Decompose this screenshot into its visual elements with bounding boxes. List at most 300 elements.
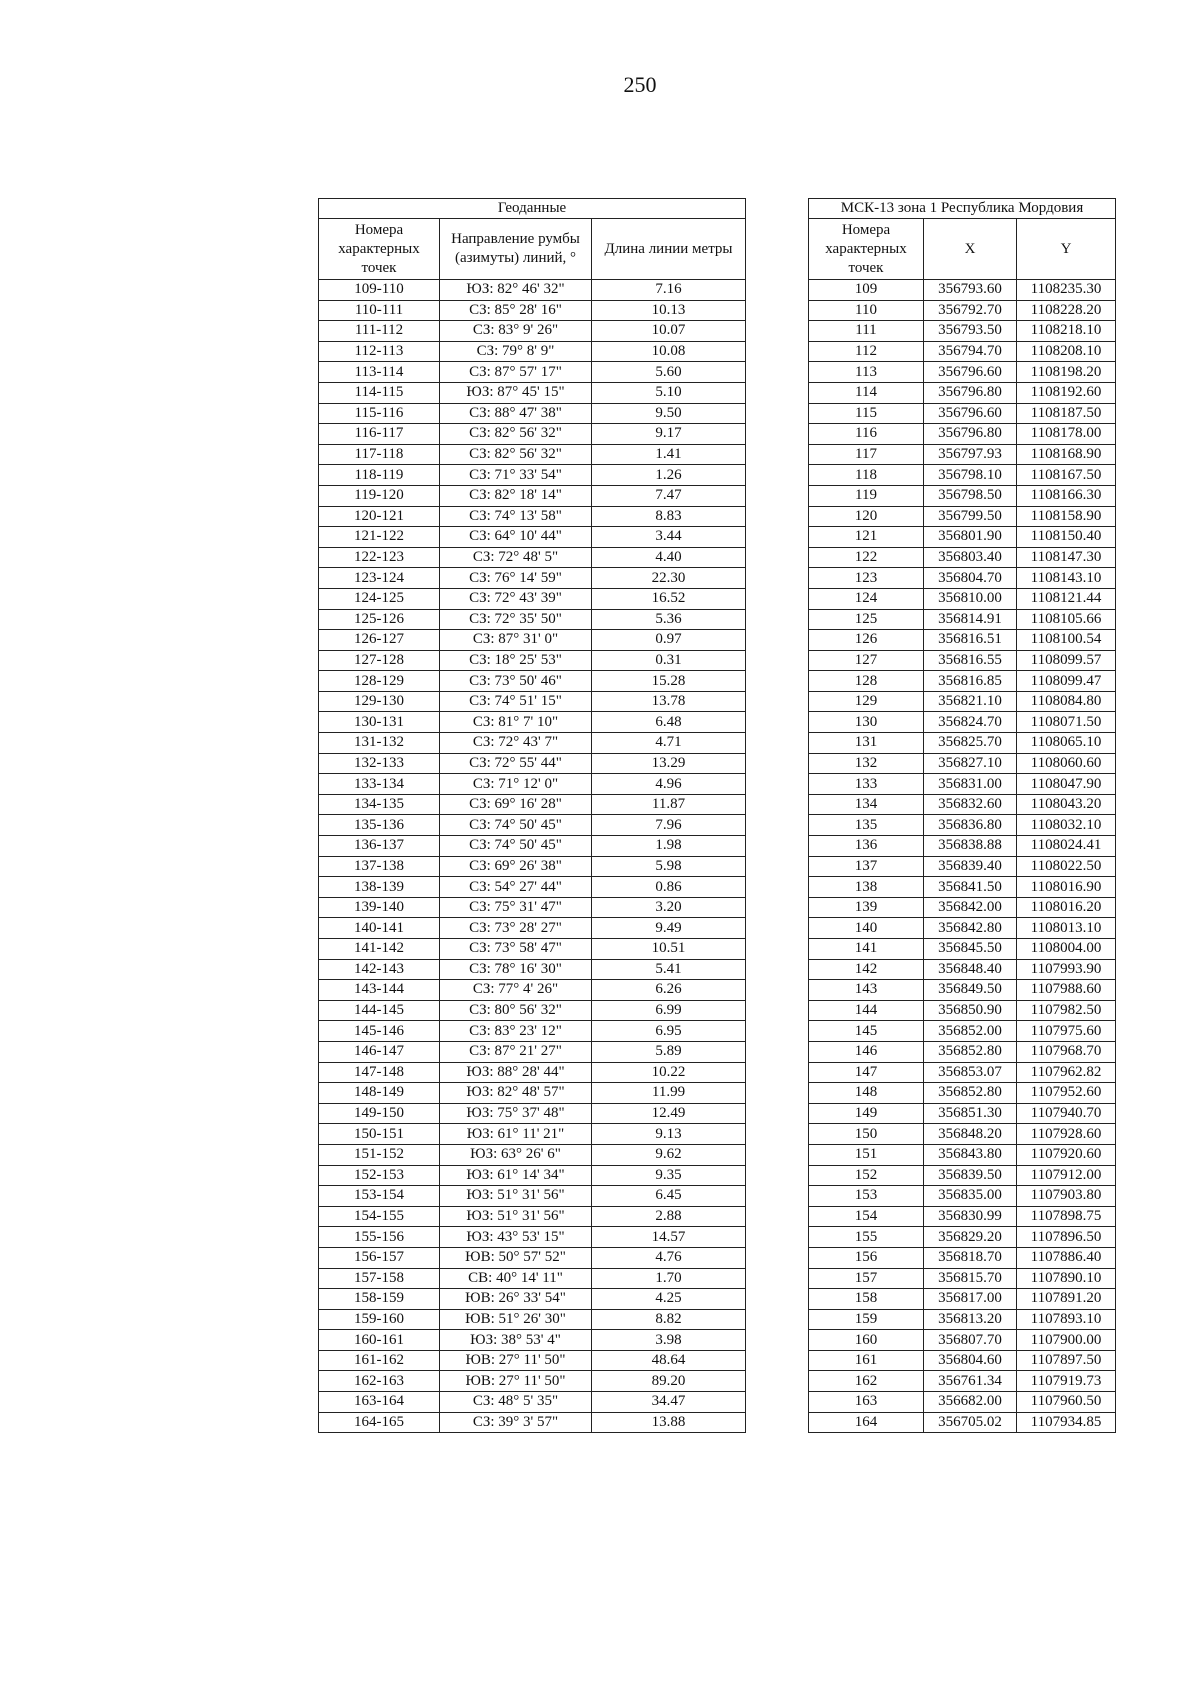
segment-cell: 155-156	[319, 1227, 440, 1248]
segment-cell: 122-123	[319, 547, 440, 568]
table-row	[319, 1103, 746, 1124]
y-coordinate-cell: 1108084.80	[1017, 691, 1116, 712]
segment-cell: 164-165	[319, 1412, 440, 1433]
table-row	[809, 1227, 1116, 1248]
segment-cell: 161-162	[319, 1350, 440, 1371]
length-cell: 3.20	[592, 897, 746, 918]
segment-cell: 149-150	[319, 1103, 440, 1124]
table-row	[319, 753, 746, 774]
table-row	[319, 1268, 746, 1289]
segment-cell: 142-143	[319, 959, 440, 980]
column-header-x: X	[924, 219, 1017, 280]
y-coordinate-cell: 1108065.10	[1017, 733, 1116, 754]
column-header-direction: Направление румбы (азимуты) линий, °	[440, 219, 592, 280]
direction-cell: СЗ: 72° 35' 50"	[440, 609, 592, 630]
table-row	[319, 609, 746, 630]
table-row	[809, 547, 1116, 568]
y-coordinate-cell: 1107975.60	[1017, 1021, 1116, 1042]
y-coordinate-cell: 1108032.10	[1017, 815, 1116, 836]
table-row	[809, 1041, 1116, 1062]
table-row	[319, 465, 746, 486]
direction-cell: СВ: 40° 14' 11"	[440, 1268, 592, 1289]
y-coordinate-cell: 1108043.20	[1017, 794, 1116, 815]
segment-cell: 156-157	[319, 1247, 440, 1268]
direction-cell: СЗ: 87° 57' 17"	[440, 362, 592, 383]
length-cell: 0.86	[592, 877, 746, 898]
length-cell: 5.98	[592, 856, 746, 877]
table-row	[319, 671, 746, 692]
table-row	[319, 527, 746, 548]
segment-cell: 128-129	[319, 671, 440, 692]
y-coordinate-cell: 1108099.47	[1017, 671, 1116, 692]
point-cell: 122	[809, 547, 924, 568]
segment-cell: 109-110	[319, 280, 440, 301]
x-coordinate-cell: 356853.07	[924, 1062, 1017, 1083]
table-row	[319, 321, 746, 342]
x-coordinate-cell: 356810.00	[924, 588, 1017, 609]
y-coordinate-cell: 1108147.30	[1017, 547, 1116, 568]
y-coordinate-cell: 1107982.50	[1017, 1000, 1116, 1021]
direction-cell: ЮЗ: 38° 53' 4"	[440, 1330, 592, 1351]
point-cell: 123	[809, 568, 924, 589]
table-row	[319, 794, 746, 815]
table-row	[809, 382, 1116, 403]
segment-cell: 127-128	[319, 650, 440, 671]
y-coordinate-cell: 1108178.00	[1017, 424, 1116, 445]
table-row	[319, 1412, 746, 1433]
length-cell: 4.25	[592, 1289, 746, 1310]
segment-cell: 113-114	[319, 362, 440, 383]
table-row	[809, 733, 1116, 754]
x-coordinate-cell: 356842.00	[924, 897, 1017, 918]
table-row	[319, 1186, 746, 1207]
y-coordinate-cell: 1108235.30	[1017, 280, 1116, 301]
y-coordinate-cell: 1108099.57	[1017, 650, 1116, 671]
y-coordinate-cell: 1108004.00	[1017, 939, 1116, 960]
y-coordinate-cell: 1108016.20	[1017, 897, 1116, 918]
y-coordinate-cell: 1107940.70	[1017, 1103, 1116, 1124]
y-coordinate-cell: 1108192.60	[1017, 382, 1116, 403]
direction-cell: СЗ: 69° 16' 28"	[440, 794, 592, 815]
table-row	[319, 403, 746, 424]
geodata-table	[318, 198, 746, 1433]
table-row	[809, 341, 1116, 362]
x-coordinate-cell: 356816.85	[924, 671, 1017, 692]
y-coordinate-cell: 1108100.54	[1017, 630, 1116, 651]
direction-cell: СЗ: 77° 4' 26"	[440, 980, 592, 1001]
length-cell: 0.97	[592, 630, 746, 651]
point-cell: 146	[809, 1041, 924, 1062]
point-cell: 111	[809, 321, 924, 342]
point-cell: 138	[809, 877, 924, 898]
y-coordinate-cell: 1107934.85	[1017, 1412, 1116, 1433]
x-coordinate-cell: 356839.50	[924, 1165, 1017, 1186]
table-row	[319, 485, 746, 506]
y-coordinate-cell: 1108166.30	[1017, 485, 1116, 506]
segment-cell: 141-142	[319, 939, 440, 960]
table-row	[319, 300, 746, 321]
column-header-line-length: Длина линии метры	[592, 219, 746, 280]
direction-cell: СЗ: 39° 3' 57"	[440, 1412, 592, 1433]
x-coordinate-cell: 356841.50	[924, 877, 1017, 898]
y-coordinate-cell: 1107919.73	[1017, 1371, 1116, 1392]
x-coordinate-cell: 356849.50	[924, 980, 1017, 1001]
y-coordinate-cell: 1107962.82	[1017, 1062, 1116, 1083]
point-cell: 127	[809, 650, 924, 671]
x-coordinate-cell: 356816.55	[924, 650, 1017, 671]
point-cell: 126	[809, 630, 924, 651]
length-cell: 1.26	[592, 465, 746, 486]
segment-cell: 115-116	[319, 403, 440, 424]
x-coordinate-cell: 356852.80	[924, 1083, 1017, 1104]
x-coordinate-cell: 356816.51	[924, 630, 1017, 651]
point-cell: 164	[809, 1412, 924, 1433]
length-cell: 9.50	[592, 403, 746, 424]
point-cell: 142	[809, 959, 924, 980]
segment-cell: 152-153	[319, 1165, 440, 1186]
y-coordinate-cell: 1108024.41	[1017, 836, 1116, 857]
table-row	[809, 1371, 1116, 1392]
table-row	[319, 774, 746, 795]
x-coordinate-cell: 356827.10	[924, 753, 1017, 774]
table-row	[319, 918, 746, 939]
segment-cell: 118-119	[319, 465, 440, 486]
point-cell: 152	[809, 1165, 924, 1186]
x-coordinate-cell: 356794.70	[924, 341, 1017, 362]
x-coordinate-cell: 356814.91	[924, 609, 1017, 630]
direction-cell: ЮЗ: 87° 45' 15"	[440, 382, 592, 403]
segment-cell: 134-135	[319, 794, 440, 815]
table-row	[809, 980, 1116, 1001]
y-coordinate-cell: 1108071.50	[1017, 712, 1116, 733]
point-cell: 153	[809, 1186, 924, 1207]
table-row	[809, 836, 1116, 857]
point-cell: 131	[809, 733, 924, 754]
segment-cell: 132-133	[319, 753, 440, 774]
x-coordinate-cell: 356835.00	[924, 1186, 1017, 1207]
length-cell: 13.88	[592, 1412, 746, 1433]
point-cell: 137	[809, 856, 924, 877]
x-coordinate-cell: 356815.70	[924, 1268, 1017, 1289]
table-row	[319, 836, 746, 857]
x-coordinate-cell: 356836.80	[924, 815, 1017, 836]
table-row	[809, 1392, 1116, 1413]
direction-cell: ЮВ: 27° 11' 50"	[440, 1371, 592, 1392]
direction-cell: ЮВ: 26° 33' 54"	[440, 1289, 592, 1310]
table-row	[809, 959, 1116, 980]
point-cell: 121	[809, 527, 924, 548]
length-cell: 6.26	[592, 980, 746, 1001]
table-row	[319, 1227, 746, 1248]
x-coordinate-cell: 356796.80	[924, 382, 1017, 403]
direction-cell: ЮЗ: 61° 11' 21"	[440, 1124, 592, 1145]
segment-cell: 133-134	[319, 774, 440, 795]
point-cell: 125	[809, 609, 924, 630]
table-row	[319, 877, 746, 898]
direction-cell: СЗ: 75° 31' 47"	[440, 897, 592, 918]
direction-cell: СЗ: 87° 21' 27"	[440, 1041, 592, 1062]
length-cell: 7.16	[592, 280, 746, 301]
table-row	[809, 1083, 1116, 1104]
table-row	[809, 362, 1116, 383]
y-coordinate-cell: 1107952.60	[1017, 1083, 1116, 1104]
length-cell: 6.95	[592, 1021, 746, 1042]
segment-cell: 163-164	[319, 1392, 440, 1413]
length-cell: 22.30	[592, 568, 746, 589]
length-cell: 14.57	[592, 1227, 746, 1248]
length-cell: 3.44	[592, 527, 746, 548]
table-row	[319, 959, 746, 980]
table-row	[809, 588, 1116, 609]
y-coordinate-cell: 1108208.10	[1017, 341, 1116, 362]
y-coordinate-cell: 1108105.66	[1017, 609, 1116, 630]
length-cell: 5.10	[592, 382, 746, 403]
geodata-table-body	[319, 280, 746, 1433]
table-row	[319, 1330, 746, 1351]
segment-cell: 160-161	[319, 1330, 440, 1351]
segment-cell: 112-113	[319, 341, 440, 362]
y-coordinate-cell: 1107890.10	[1017, 1268, 1116, 1289]
point-cell: 116	[809, 424, 924, 445]
direction-cell: СЗ: 72° 43' 39"	[440, 588, 592, 609]
segment-cell: 157-158	[319, 1268, 440, 1289]
column-header-point-numbers: Номера характерных точек	[319, 219, 440, 280]
point-cell: 129	[809, 691, 924, 712]
table-row	[319, 630, 746, 651]
x-coordinate-cell: 356829.20	[924, 1227, 1017, 1248]
x-coordinate-cell: 356804.60	[924, 1350, 1017, 1371]
x-coordinate-cell: 356817.00	[924, 1289, 1017, 1310]
segment-cell: 143-144	[319, 980, 440, 1001]
point-cell: 159	[809, 1309, 924, 1330]
table-row	[319, 650, 746, 671]
page-number: 250	[623, 72, 657, 97]
table-row	[809, 794, 1116, 815]
x-coordinate-cell: 356803.40	[924, 547, 1017, 568]
length-cell: 9.17	[592, 424, 746, 445]
table-row	[319, 362, 746, 383]
direction-cell: ЮЗ: 75° 37' 48"	[440, 1103, 592, 1124]
column-header-y: Y	[1017, 219, 1116, 280]
x-coordinate-cell: 356831.00	[924, 774, 1017, 795]
direction-cell: ЮЗ: 82° 48' 57"	[440, 1083, 592, 1104]
table-row	[809, 1124, 1116, 1145]
x-coordinate-cell: 356830.99	[924, 1206, 1017, 1227]
segment-cell: 147-148	[319, 1062, 440, 1083]
table-row	[319, 712, 746, 733]
x-coordinate-cell: 356705.02	[924, 1412, 1017, 1433]
table-row	[319, 1206, 746, 1227]
direction-cell: СЗ: 73° 50' 46"	[440, 671, 592, 692]
x-coordinate-cell: 356839.40	[924, 856, 1017, 877]
x-coordinate-cell: 356682.00	[924, 1392, 1017, 1413]
segment-cell: 123-124	[319, 568, 440, 589]
table-row	[319, 382, 746, 403]
table-row	[809, 856, 1116, 877]
x-coordinate-cell: 356796.60	[924, 362, 1017, 383]
x-coordinate-cell: 356821.10	[924, 691, 1017, 712]
direction-cell: СЗ: 76° 14' 59"	[440, 568, 592, 589]
direction-cell: СЗ: 82° 18' 14"	[440, 485, 592, 506]
table-row	[809, 1103, 1116, 1124]
x-coordinate-cell: 356843.80	[924, 1144, 1017, 1165]
segment-cell: 110-111	[319, 300, 440, 321]
point-cell: 149	[809, 1103, 924, 1124]
table-row	[319, 1144, 746, 1165]
table-row	[319, 280, 746, 301]
segment-cell: 158-159	[319, 1289, 440, 1310]
length-cell: 8.83	[592, 506, 746, 527]
direction-cell: СЗ: 74° 50' 45"	[440, 815, 592, 836]
point-cell: 113	[809, 362, 924, 383]
point-cell: 136	[809, 836, 924, 857]
segment-cell: 114-115	[319, 382, 440, 403]
segment-cell: 120-121	[319, 506, 440, 527]
x-coordinate-cell: 356825.70	[924, 733, 1017, 754]
direction-cell: СЗ: 78° 16' 30"	[440, 959, 592, 980]
table-row	[319, 897, 746, 918]
length-cell: 9.13	[592, 1124, 746, 1145]
direction-cell: СЗ: 72° 43' 7"	[440, 733, 592, 754]
length-cell: 34.47	[592, 1392, 746, 1413]
segment-cell: 138-139	[319, 877, 440, 898]
segment-cell: 148-149	[319, 1083, 440, 1104]
direction-cell: ЮЗ: 51° 31' 56"	[440, 1186, 592, 1207]
direction-cell: ЮЗ: 43° 53' 15"	[440, 1227, 592, 1248]
x-coordinate-cell: 356813.20	[924, 1309, 1017, 1330]
y-coordinate-cell: 1107988.60	[1017, 980, 1116, 1001]
table-row	[809, 1062, 1116, 1083]
point-cell: 132	[809, 753, 924, 774]
table-row	[809, 527, 1116, 548]
length-cell: 6.99	[592, 1000, 746, 1021]
length-cell: 5.41	[592, 959, 746, 980]
x-coordinate-cell: 356796.80	[924, 424, 1017, 445]
length-cell: 11.87	[592, 794, 746, 815]
segment-cell: 117-118	[319, 444, 440, 465]
point-cell: 124	[809, 588, 924, 609]
table-row	[809, 650, 1116, 671]
table-row	[319, 568, 746, 589]
y-coordinate-cell: 1108198.20	[1017, 362, 1116, 383]
length-cell: 3.98	[592, 1330, 746, 1351]
segment-cell: 153-154	[319, 1186, 440, 1207]
table-row	[809, 1289, 1116, 1310]
segment-cell: 130-131	[319, 712, 440, 733]
table-row	[319, 341, 746, 362]
point-cell: 134	[809, 794, 924, 815]
point-cell: 117	[809, 444, 924, 465]
point-cell: 120	[809, 506, 924, 527]
table-row	[809, 568, 1116, 589]
length-cell: 6.45	[592, 1186, 746, 1207]
segment-cell: 162-163	[319, 1371, 440, 1392]
y-coordinate-cell: 1108168.90	[1017, 444, 1116, 465]
length-cell: 7.47	[592, 485, 746, 506]
table-row	[809, 424, 1116, 445]
length-cell: 1.41	[592, 444, 746, 465]
direction-cell: ЮЗ: 88° 28' 44"	[440, 1062, 592, 1083]
direction-cell: СЗ: 18° 25' 53"	[440, 650, 592, 671]
x-coordinate-cell: 356801.90	[924, 527, 1017, 548]
table-row	[809, 280, 1116, 301]
direction-cell: СЗ: 71° 12' 0"	[440, 774, 592, 795]
y-coordinate-cell: 1107920.60	[1017, 1144, 1116, 1165]
point-cell: 118	[809, 465, 924, 486]
length-cell: 5.60	[592, 362, 746, 383]
length-cell: 10.22	[592, 1062, 746, 1083]
table-row	[809, 300, 1116, 321]
table-row	[809, 1021, 1116, 1042]
point-cell: 119	[809, 485, 924, 506]
table-row	[319, 1309, 746, 1330]
table-row	[319, 856, 746, 877]
table-row	[319, 1350, 746, 1371]
y-coordinate-cell: 1108060.60	[1017, 753, 1116, 774]
table-row	[809, 609, 1116, 630]
y-coordinate-cell: 1108047.90	[1017, 774, 1116, 795]
length-cell: 5.36	[592, 609, 746, 630]
direction-cell: СЗ: 74° 50' 45"	[440, 836, 592, 857]
table-row	[809, 774, 1116, 795]
table-row	[809, 877, 1116, 898]
direction-cell: ЮЗ: 61° 14' 34"	[440, 1165, 592, 1186]
segment-cell: 124-125	[319, 588, 440, 609]
length-cell: 8.82	[592, 1309, 746, 1330]
segment-cell: 136-137	[319, 836, 440, 857]
column-header-point-number: Номера характерных точек	[809, 219, 924, 280]
direction-cell: ЮВ: 27° 11' 50"	[440, 1350, 592, 1371]
x-coordinate-cell: 356832.60	[924, 794, 1017, 815]
length-cell: 10.51	[592, 939, 746, 960]
x-coordinate-cell: 356824.70	[924, 712, 1017, 733]
x-coordinate-cell: 356852.00	[924, 1021, 1017, 1042]
segment-cell: 135-136	[319, 815, 440, 836]
y-coordinate-cell: 1107897.50	[1017, 1350, 1116, 1371]
table-row	[319, 691, 746, 712]
direction-cell: СЗ: 73° 28' 27"	[440, 918, 592, 939]
point-cell: 145	[809, 1021, 924, 1042]
direction-cell: СЗ: 80° 56' 32"	[440, 1000, 592, 1021]
y-coordinate-cell: 1108158.90	[1017, 506, 1116, 527]
segment-cell: 145-146	[319, 1021, 440, 1042]
direction-cell: СЗ: 83° 9' 26"	[440, 321, 592, 342]
y-coordinate-cell: 1107898.75	[1017, 1206, 1116, 1227]
segment-cell: 111-112	[319, 321, 440, 342]
point-cell: 115	[809, 403, 924, 424]
length-cell: 0.31	[592, 650, 746, 671]
table-row	[809, 918, 1116, 939]
segment-cell: 139-140	[319, 897, 440, 918]
y-coordinate-cell: 1108150.40	[1017, 527, 1116, 548]
length-cell: 10.13	[592, 300, 746, 321]
table-row	[809, 1268, 1116, 1289]
point-cell: 158	[809, 1289, 924, 1310]
table-row	[319, 980, 746, 1001]
length-cell: 10.08	[592, 341, 746, 362]
point-cell: 151	[809, 1144, 924, 1165]
table-row	[319, 1124, 746, 1145]
y-coordinate-cell: 1107893.10	[1017, 1309, 1116, 1330]
y-coordinate-cell: 1107903.80	[1017, 1186, 1116, 1207]
y-coordinate-cell: 1107912.00	[1017, 1165, 1116, 1186]
x-coordinate-cell: 356851.30	[924, 1103, 1017, 1124]
length-cell: 4.76	[592, 1247, 746, 1268]
x-coordinate-cell: 356798.10	[924, 465, 1017, 486]
segment-cell: 144-145	[319, 1000, 440, 1021]
y-coordinate-cell: 1108218.10	[1017, 321, 1116, 342]
direction-cell: СЗ: 54° 27' 44"	[440, 877, 592, 898]
